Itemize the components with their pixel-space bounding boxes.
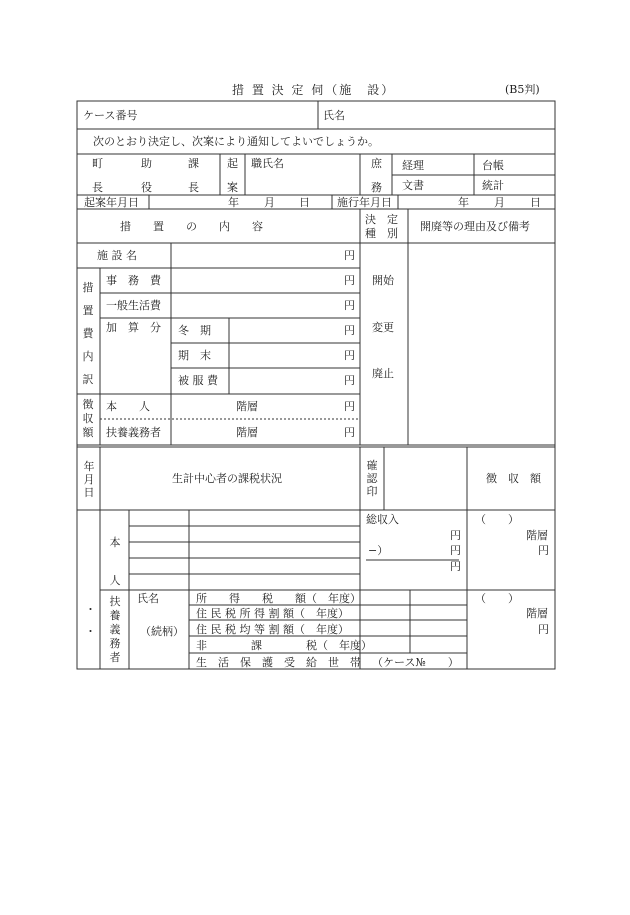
resident-equal-label: 住 民 税 均 等 割 額（ 年度） [196,623,349,636]
person-tier-yen: 円 [538,544,549,557]
approval-bottom-1: 長 [92,181,103,194]
exec-date-label: 施行年月日 [337,196,392,209]
bullet-1: ・ [85,603,96,616]
paper-size-note: (B5判) [505,83,540,96]
approval-top-2: 助 [141,157,152,170]
confirm-seal-label: 確認印 [366,459,378,498]
name-label: 氏名 [323,109,345,122]
collection-dependent-label: 扶養義務者 [106,426,161,439]
office-cost-yen: 円 [344,274,355,287]
collection-self-label: 本 人 [106,400,150,413]
general-living-label: 一般生活費 [106,299,161,312]
exec-year: 年 [458,196,469,209]
staff-name-label: 職氏名 [251,157,284,170]
daicho-label: 台帳 [482,159,504,172]
draft-month: 月 [264,196,275,209]
draft-day: 日 [299,196,310,209]
exec-day: 日 [530,196,541,209]
non-taxed-label: 非 課 税（ 年度） [196,639,372,652]
collection-self-tier: 階層 [236,400,258,413]
reason-header: 開廃等の理由及び備考 [420,220,530,233]
income-yen-2: 円 [450,544,461,557]
decision-henko: 変更 [372,321,394,334]
case-no-paren: （ケース№ ） [372,656,459,669]
dependent-paren: （ ） [475,592,519,605]
office-cost-label: 事 務 費 [106,274,161,287]
facility-yen: 円 [344,249,355,262]
tax-status-header: 生計中心者の課税状況 [172,472,282,485]
winter-yen: 円 [344,324,355,337]
dependent-vertical-label: 扶養義務者 [109,595,121,664]
dependent-tier-yen: 円 [538,623,549,636]
collection-amount-header: 徴 収 額 [486,472,541,485]
general-living-yen: 円 [344,299,355,312]
shomu-bottom: 務 [371,181,382,194]
person-paren: （ ） [475,513,519,526]
exec-month: 月 [494,196,505,209]
decision-haishi: 廃止 [372,367,394,380]
dependent-name-label: 氏名 [137,592,159,605]
relation-label: （続柄） [140,625,184,638]
collection-dependent-yen: 円 [344,426,355,439]
minus-label: −） [368,544,389,557]
year-end-label: 期 末 [178,349,211,362]
bullet-2: ・ [85,625,96,638]
resident-income-label: 住 民 税 所 得 割 額（ 年度） [196,607,349,620]
ymd-vertical-label: 年月日 [83,460,95,499]
measures-header: 措 置 の 内 容 [120,220,263,233]
dependent-tier: 階層 [526,607,548,620]
form-title: 措 置 決 定 伺（施 設） [232,83,396,97]
approval-bottom-3: 長 [188,181,199,194]
clothing-label: 被 服 費 [178,374,218,387]
keiri-label: 経理 [402,159,424,172]
collection-label: 徴収額 [82,398,94,439]
winter-label: 冬 期 [178,324,211,337]
person-tier: 階層 [526,529,548,542]
draft-year: 年 [228,196,239,209]
tokei-label: 統計 [482,179,504,192]
income-tax-label: 所 得 税 額（ 年度） [196,592,361,605]
year-end-yen: 円 [344,349,355,362]
income-yen-3: 円 [450,560,461,573]
total-income-label: 総収入 [366,513,399,526]
draft-date-label: 起案年月日 [84,196,139,209]
bunsho-label: 文書 [402,179,424,192]
collection-dependent-tier: 階層 [236,426,258,439]
approval-top-1: 町 [92,157,103,170]
income-yen-1: 円 [450,529,461,542]
addition-label: 加 算 分 [106,321,161,334]
approval-top-3: 課 [188,157,199,170]
shomu-top: 庶 [371,157,382,170]
case-number-label: ケース番号 [83,109,138,122]
cost-breakdown-label: 措置費内訳 [82,281,94,386]
decision-kaishi: 開始 [372,274,394,287]
instruction-text: 次のとおり決定し、次案により通知してよいでしょうか。 [93,135,379,148]
person-vertical-label: 本人 [109,536,121,587]
welfare-label: 生 活 保 護 受 給 世 帯 [196,656,361,669]
facility-name-label: 施 設 名 [97,249,137,262]
collection-self-yen: 円 [344,400,355,413]
draft-top: 起 [227,157,238,170]
clothing-yen: 円 [344,374,355,387]
draft-bottom: 案 [227,181,238,194]
approval-bottom-2: 役 [141,181,152,194]
decision-type-header: 決 定 種 別 [365,213,398,240]
